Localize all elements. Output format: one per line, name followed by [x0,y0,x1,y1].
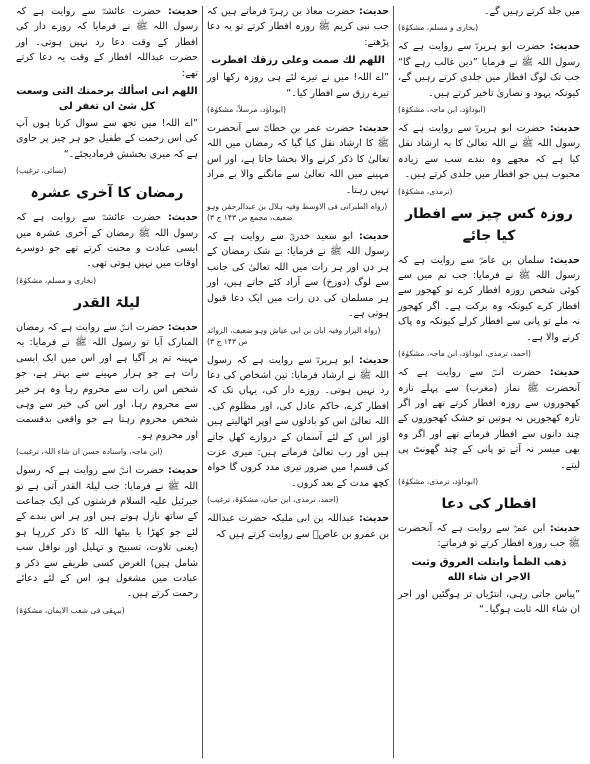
hadith-paragraph [207,121,389,198]
column-right [394,4,584,760]
column-left [12,4,202,760]
hadith-text: سلمان بن عامرؓ سے روایت ہے کہ رسول اللہ ﷺ نے فرمایا: جب تم میں سے کوئی شخص روزہ افطار کرے تو کھجور سے افطار کرے کیونکہ وہ برکت ہے۔ اگر کھجور نہ ملے تو پانی سے افطار کرلے کیونکہ وہ پاک کرنے والا ہے۔ [398,254,580,343]
hadith-lead: حدیث: [167,465,198,477]
hadith-text: حضرت عائشہؓ سے روایت ہے کہ رسول اللہ ﷺ نے فرمایا کہ روزے دار کی افطار کے وقت دعا رد نہیں ہوتی۔ اور حضرت عبداللہ افطار کے وقت یہ دعا کرتے تھے: [16,6,198,79]
reference: (احمد، ترمذی، ابوداؤد، ابن ماجہ، مشکوٰۃ) [398,349,531,359]
dua-translation: ”اے اللہ! میں تجھ سے سوال کرتا ہوں آپ کی اس رحمت کے طفیل جو ہر چیز پر حاوی ہے کہ میری بخشش فرمادیجئے۔“ [16,118,198,160]
arabic-dua: ذهب الظمأ وابتلت العروق وثبت الاجر ان شاء الله [411,556,567,583]
hadith-text: ابن عمرؓ سے روایت ہے کہ آنحضرت ﷺ جب روزہ افطار کرتے تو فرماتے: [398,522,580,550]
dua-translation: ”پیاس جاتی رہی، انتڑیاں تر ہوگئیں اور اجر ان شاء اللہ ثابت ہوگیا۔“ [398,588,580,616]
arabic-dua: اللهم لك صمت وعلى رزقك افطرت [211,55,385,67]
hadith-text: ابو ہریرہؓ سے روایت ہے کہ رسول اللہ ﷺ نے ارشاد فرمایا: تین اشخاص کی دعا رد نہیں ہوتی۔ روزے دار کی، یہاں تک کہ افطار کرے، حاکم عادل کی، اور مظلوم کی۔ اللہ تعالیٰ اس کو بادلوں سے اوپر اٹھالیتے ہیں اور اس کے لئے آسمان کے دروازے کھل جاتے ہیں اور رب تعالیٰ فرماتے ہیں: میری عزت کی قسم! میں ضرور تیری مدد کروں گا خواہ کچھ مدت کے بعد کروں۔ [207,354,389,489]
hadith-lead: حدیث: [358,354,390,366]
hadith-lead: حدیث: [358,513,389,525]
reference: (ابوداؤد، ترمذی، مشکوٰۃ) [398,476,479,486]
hadith-lead: حدیث: [167,321,198,333]
hadith-paragraph [207,229,389,321]
hadith-lead: حدیث: [358,231,389,243]
reference: (بخاری و مسلم، مشکوٰۃ) [16,275,97,285]
hadith-paragraph [207,4,389,50]
hadith-text: حضرت عائشہؓ سے روایت ہے کہ رسول اللہ ﷺ رمضان کے آخری عشرہ میں ایسی عبادت و محنت کرتے تھے جو دوسرے اوقات میں نہیں ہوتی تھی۔ [16,212,198,270]
hadith-paragraph [207,353,389,492]
hadith-lead: حدیث: [549,367,580,379]
hadith-text: ابو سعید خدریؓ سے روایت ہے کہ رسول اللہ ﷺ نے فرمایا: بے شک رمضان کے ہر دن اور ہر رات میں اللہ تعالیٰ کی جانب سے لوگ (دوزخ) سے آزاد کئے جاتے ہیں، اور ہر مسلمان کی دن رات میں ایک دعا قبول ہوتی ہے۔ [207,231,389,320]
hadith-paragraph [398,39,580,101]
reference: (احمد، ترمذی، ابن حبان، مشکوٰۃ، ترغیب) [207,495,339,505]
hadith-paragraph [16,210,198,272]
reference: (ترمذی، مشکوٰۃ) [398,186,453,196]
hadith-paragraph [398,521,580,552]
hadith-text: حضرت انسؓ سے روایت ہے کہ رمضان المبارک آیا تو رسول اللہ ﷺ نے فرمایا: یہ مہینہ تم پر آگیا ہے اور اس میں ایک ایسی رات ہے جو ہزار مہینے سے بہتر ہے، جو شخص اس رات سے محروم رہا وہ ہر خیر سے محروم رہا، اور اس کی خیر سے وہی شخص محروم رہتا ہے جو واقعی بدقسمت اور محروم ہو۔ [16,321,198,441]
hadith-lead: حدیث: [167,212,198,224]
hadith-lead: حدیث: [549,123,580,135]
hadith-paragraph [398,253,580,345]
column-middle [203,4,393,760]
hadith-lead: حدیث: [549,41,580,53]
hadith-text: حضرت عمر بن خطابؓ سے آنحضرت ﷺ کا ارشاد نقل کیا گیا کہ رمضان میں اللہ تعالیٰ کا ذکر کرنے والا بخشا جاتا ہے، اور اس مہینے میں اللہ تعالیٰ سے مانگنے والا بے مراد نہیں رہتا۔ [207,123,389,196]
section-heading: افطار کی دعا [441,495,537,512]
hadith-paragraph [16,463,198,602]
hadith-text: حضرت ابو ہریرہؓ سے روایت ہے کہ رسول اللہ ﷺ نے فرمایا ”دین غالب رہے گا“ جب تک لوگ افطار میں جلدی کرتے رہیں گے، کیونکہ یہود و نصاریٰ تاخیر کرتے ہیں۔ [398,41,580,99]
reference: (نسائی، ترغیب) [16,166,67,176]
reference: (رواہ البزار وفیہ ابان بن ابی عیاش وہو ضعیف، الزوائد ص ۱۴۳ ج ۳) [207,325,381,346]
section-heading: لیلۃ القدر [73,294,141,311]
section-heading: رمضان کا آخری عشرہ [30,185,184,202]
arabic-dua: اللهم انى اسألك برحمتك التى وسعت كل شئ ان تغفر لى [16,86,198,113]
hadith-paragraph [207,511,389,542]
reference: (بیہقی فی شعب الایمان، مشکوٰۃ) [16,605,125,615]
hadith-lead: حدیث: [358,123,389,135]
hadith-lead: حدیث: [167,6,198,17]
hadith-text: عبداللہ بن ابی ملیکہ حضرت عبداللہ بن عمرو بن عاصؓ سے روایت کرتے ہیں کہ [207,513,389,540]
hadith-text: حضرت ابو ہریرہؓ سے روایت ہے کہ رسول اللہ ﷺ نے اللہ تعالیٰ کا یہ ارشاد نقل کیا ہے کہ مجھے وہ بندے سب سے زیادہ محبوب ہیں جو افطار میں جلدی کرتے ہیں۔ [398,123,580,181]
text-fragment: میں جلد کرتے رہیں گے۔ [483,6,580,17]
hadith-paragraph [16,4,198,81]
hadith-lead: حدیث: [549,522,580,534]
dua-translation: ”اے اللہ! میں نے تیرے لئے ہی روزہ رکھا اور تیرے رزق سے افطار کیا۔“ [207,72,389,99]
hadith-paragraph [398,121,580,183]
hadith-paragraph [398,365,580,473]
hadith-text: حضرت انسؓ سے روایت ہے کہ رسول اللہ ﷺ نے فرمایا: جب لیلۃ القدر آتی ہے تو جبرئیل علیہ السلام فرشتوں کی ایک جماعت کے ساتھ نازل ہوتے ہیں اور ہر اس بندے کے لئے جو کھڑا یا بیٹھا اللہ کا ذکر کررہا ہو (یعنی تلاوت، تسبیح و تہلیل اور نوافل سب شامل ہیں) الغرض کسی طریقے سے ذکر و عبادت میں مشغول ہو، اس کے لئے دعائے رحمت کرتے ہیں۔ [16,465,198,600]
hadith-text: حضرت معاذ بن زہرہؓ فرماتے ہیں کہ جب نبی کریم ﷺ روزہ افطار کرتے تو یہ دعا پڑھتے: [207,6,389,48]
column-divider [393,6,394,758]
reference: (ابن ماجہ، واسنادہ حسن ان شاء اللہ، ترغیب) [16,447,163,457]
hadith-lead: حدیث: [549,254,580,266]
hadith-lead: حدیث: [358,6,389,17]
section-heading: روزہ کس چیز سے افطار کیا جائے [405,205,573,244]
reference: (ابوداؤد، مرسلاً، مشکوٰۃ) [207,105,286,115]
hadith-text: حضرت انسؓ سے روایت ہے کہ آنحضرت ﷺ نماز (مغرب) سے پہلے تازہ کھجوروں سے روزہ افطار کرتے تھے اور اگر تازہ کھجوریں نہ ہوتیں تو خشک کھجوروں کے چند دانوں سے افطار فرماتے تھے اور اگر وہ بھی میسر نہ آتے تو پانی کے چند گھونٹ پی لیتے۔ [398,367,580,471]
hadith-paragraph [16,320,198,443]
reference: (بخاری و مسلم، مشکوٰۃ) [398,23,479,33]
reference: (رواہ الطبرانی فی الاوسط وفیہ ہلال بن عبدالرحمٰن وہو ضعیف، مجمع ص ۱۴۳ ج ۳) [207,202,388,223]
reference: (ابوداؤد، ابن ماجہ، مشکوٰۃ) [398,105,486,115]
column-divider [202,6,203,758]
